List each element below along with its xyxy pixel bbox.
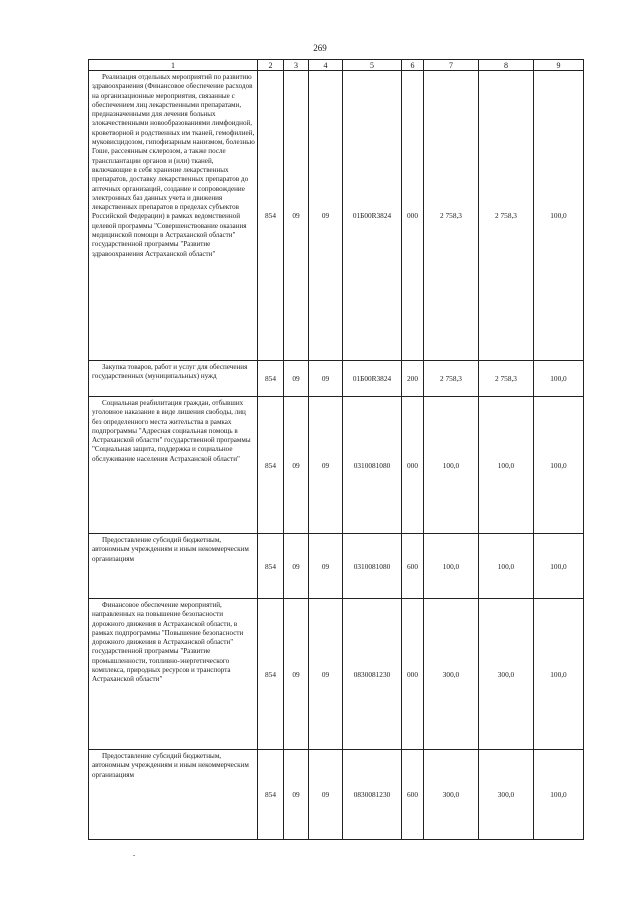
cell-target-article: 0830081230 (343, 599, 402, 750)
cell-value-col8: 100,0 (479, 534, 534, 599)
cell-value-col7: 300,0 (424, 599, 479, 750)
row-description (89, 750, 258, 840)
cell-expense-type: 000 (402, 71, 424, 361)
cell-target-article: 0310081080 (343, 534, 402, 599)
cell-value-col7: 100,0 (424, 397, 479, 534)
cell-section: 09 (284, 71, 309, 361)
cell-target-article: 01Б00R3824 (343, 71, 402, 361)
cell-expense-type: 200 (402, 361, 424, 397)
cell-expense-type: 000 (402, 397, 424, 534)
cell-target-article: 0310081080 (343, 397, 402, 534)
cell-value-col9: 100,0 (534, 534, 584, 599)
cell-value-col9: 100,0 (534, 397, 584, 534)
column-header: 7 (424, 60, 479, 71)
cell-value-col9: 100,0 (534, 361, 584, 397)
table-row (89, 397, 584, 534)
table-row (89, 534, 584, 599)
column-header: 8 (479, 60, 534, 71)
scan-speck (133, 855, 135, 856)
table-row (89, 71, 584, 361)
cell-value-col8: 300,0 (479, 750, 534, 840)
cell-value-col8: 100,0 (479, 397, 534, 534)
cell-target-article: 01Б00R3824 (343, 361, 402, 397)
cell-section: 09 (284, 750, 309, 840)
cell-section: 09 (284, 534, 309, 599)
cell-value-col9: 100,0 (534, 599, 584, 750)
cell-target-article: 0830081230 (343, 750, 402, 840)
cell-section: 09 (284, 361, 309, 397)
column-header: 6 (402, 60, 424, 71)
column-header: 1 (89, 60, 258, 71)
cell-value-col7: 2 758,3 (424, 361, 479, 397)
row-description-text: Предоставление субсидий бюджетным, автономным учреждениям и иным некоммерческим организациям (92, 536, 249, 563)
cell-value-col9: 100,0 (534, 71, 584, 361)
row-description-text: Финансовое обеспечение мероприятий, направленных на повышение безопасности дорожного движения в Астраханской области, в рамках подпрограммы "Повышение безопасности дорожного движения в Астраханской области" государственной программы "Развитие промышленности, топливно-энергетического комплекса, природных ресурсов и транспорта Астраханской области" (92, 601, 244, 684)
cell-value-col8: 2 758,3 (479, 361, 534, 397)
column-header: 9 (534, 60, 584, 71)
column-header: 3 (284, 60, 309, 71)
cell-subsection: 09 (309, 599, 343, 750)
cell-value-col8: 2 758,3 (479, 71, 534, 361)
cell-subsection: 09 (309, 534, 343, 599)
row-description (89, 361, 258, 397)
cell-admin-code: 854 (258, 361, 284, 397)
table-row (89, 750, 584, 840)
row-description-text: Социальная реабилитация граждан, отбывших уголовное наказание в виде лишения свободы, лиц без определенного места жительства в рамках подпрограммы "Адресная социальная помощь в Астраханской области" государственной программы "Социальная защита, поддержка и социальное обслуживание населения Астраханской области" (92, 399, 251, 463)
cell-value-col7: 300,0 (424, 750, 479, 840)
row-description (89, 397, 258, 534)
budget-table (88, 59, 584, 840)
cell-value-col8: 300,0 (479, 599, 534, 750)
row-description (89, 71, 258, 361)
cell-admin-code: 854 (258, 534, 284, 599)
cell-subsection: 09 (309, 750, 343, 840)
cell-value-col7: 2 758,3 (424, 71, 479, 361)
cell-subsection: 09 (309, 397, 343, 534)
cell-value-col7: 100,0 (424, 534, 479, 599)
row-description-text: Реализация отдельных мероприятий по развитию здравоохранения (Финансовое обеспечение расходов на организационные мероприятия, связанные с обеспечением лиц лекарственными препаратами, предназначенными для лечения больных злокачественными новообразованиями лимфоидной, кроветворной и родственных им тканей, гемофилией, муковисцидозом, гипофизарным нанизмом, болезнью Гоше, рассеянным склерозом, а также после трансплантации органов и (или) тканей, включающие в себя хранение лекарственных препаратов, доставку лекарственных препаратов до аптечных организаций, создание и сопровождение электронных баз данных учета и движения лекарственных препаратов в пределах субъектов Российской Федерации) в рамках ведомственной целевой программы "Совершенствование оказания медицинской помощи в Астраханской области" государственной программы "Развитие здравоохранения Астраханской области" (92, 73, 255, 258)
cell-section: 09 (284, 397, 309, 534)
cell-admin-code: 854 (258, 71, 284, 361)
row-description (89, 534, 258, 599)
cell-expense-type: 000 (402, 599, 424, 750)
table-row (89, 599, 584, 750)
cell-expense-type: 600 (402, 534, 424, 599)
cell-admin-code: 854 (258, 397, 284, 534)
page-number: 269 (313, 43, 327, 53)
table-row (89, 361, 584, 397)
cell-section: 09 (284, 599, 309, 750)
cell-admin-code: 854 (258, 750, 284, 840)
cell-value-col9: 100,0 (534, 750, 584, 840)
cell-admin-code: 854 (258, 599, 284, 750)
cell-subsection: 09 (309, 361, 343, 397)
row-description-text: Предоставление субсидий бюджетным, автономным учреждениям и иным некоммерческим организациям (92, 752, 249, 779)
cell-subsection: 09 (309, 71, 343, 361)
row-description-text: Закупка товаров, работ и услуг для обеспечения государственных (муниципальных) нужд (92, 363, 248, 381)
row-description (89, 599, 258, 750)
column-header: 2 (258, 60, 284, 71)
table-header-row (89, 60, 584, 71)
column-header: 5 (343, 60, 402, 71)
column-header: 4 (309, 60, 343, 71)
cell-expense-type: 600 (402, 750, 424, 840)
